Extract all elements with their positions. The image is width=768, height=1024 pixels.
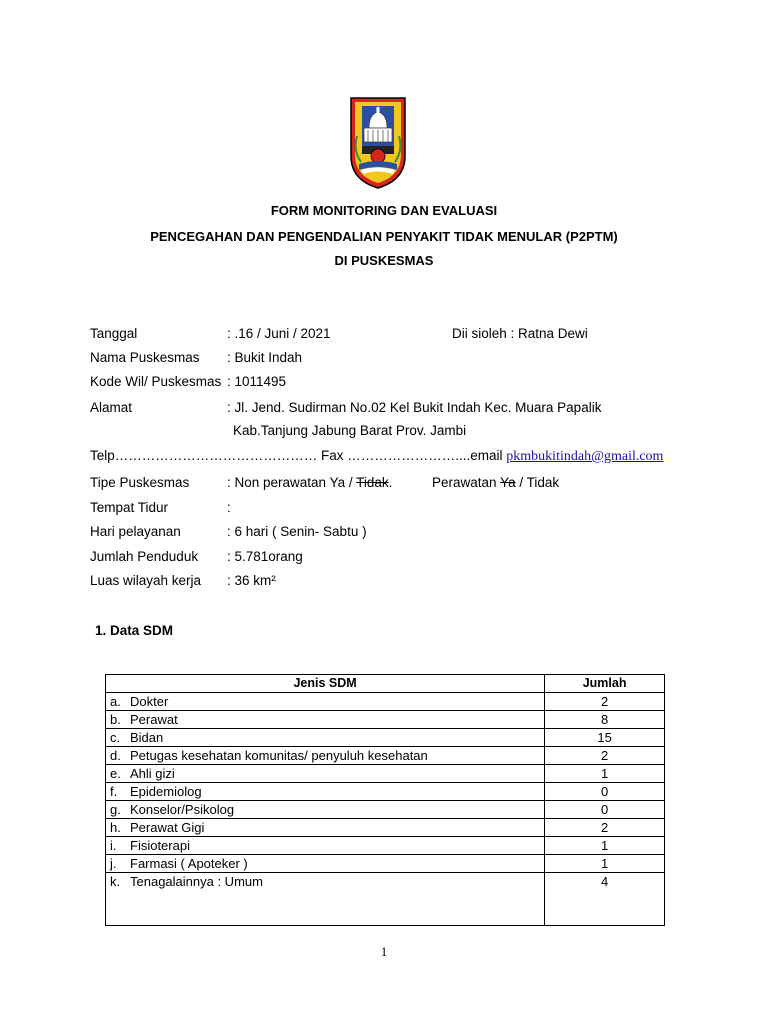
tipe-value-strike: Tidak xyxy=(356,475,389,490)
telp-fax-text: Telp……………………………………… Fax ……………………....email xyxy=(90,448,507,463)
table-row xyxy=(106,819,665,837)
row-name: Tenagalainnya : Umum xyxy=(130,874,263,889)
perawatan-post: / Tidak xyxy=(515,475,560,490)
kode-value: : 1011495 xyxy=(227,374,287,389)
row-jumlah: 2 xyxy=(545,747,665,765)
row-jumlah: 1 xyxy=(545,765,665,783)
hari-value: : 6 hari ( Senin- Sabtu ) xyxy=(227,524,367,539)
tempat-label: Tempat Tidur xyxy=(90,500,169,515)
table-row xyxy=(106,783,665,801)
row-jumlah: 2 xyxy=(545,693,665,711)
jambi-seal-logo xyxy=(347,96,409,190)
row-name: Perawat Gigi xyxy=(130,820,205,835)
row-name: Epidemiolog xyxy=(130,784,202,799)
table-row xyxy=(106,729,665,747)
row-jumlah: 0 xyxy=(545,783,665,801)
row-name: Perawat xyxy=(130,712,178,727)
row-name: Petugas kesehatan komunitas/ penyuluh kesehatan xyxy=(130,748,428,763)
diisi-oleh: Dii sioleh : Ratna Dewi xyxy=(452,326,588,341)
sdm-table xyxy=(105,674,665,926)
tanggal-label: Tanggal xyxy=(90,326,138,341)
table-row xyxy=(106,837,665,855)
row-name: Dokter xyxy=(130,694,169,709)
tipe-value xyxy=(227,475,392,490)
hari-label: Hari pelayanan xyxy=(90,524,181,539)
nama-label: Nama Puskesmas xyxy=(90,350,200,365)
page-number: 1 xyxy=(380,944,388,959)
kode-label: Kode Wil/ Puskesmas xyxy=(90,374,222,389)
row-letter: h. xyxy=(110,820,121,835)
row-name: Ahli gizi xyxy=(130,766,175,781)
table-row xyxy=(106,711,665,729)
tipe-label: Tipe Puskesmas xyxy=(90,475,190,490)
row-jumlah: 1 xyxy=(545,837,665,855)
row-jumlah: 8 xyxy=(545,711,665,729)
tipe-value-pre: : Non perawatan Ya / xyxy=(227,475,357,490)
form-location: DI PUSKESMAS xyxy=(334,253,434,268)
row-letter: d. xyxy=(110,748,121,763)
row-jumlah: 0 xyxy=(545,801,665,819)
row-letter: k. xyxy=(110,874,121,889)
table-row xyxy=(106,765,665,783)
table-row xyxy=(106,801,665,819)
email-link[interactable]: pkmbukitindah@gmail.com xyxy=(506,449,664,464)
row-jumlah: 15 xyxy=(545,729,665,747)
row-jumlah: 2 xyxy=(545,819,665,837)
row-letter: b. xyxy=(110,712,121,727)
perawatan-strike: Ya xyxy=(500,475,516,490)
nama-value: : Bukit Indah xyxy=(227,350,303,365)
row-name: Konselor/Psikolog xyxy=(130,802,235,817)
alamat-line2: Kab.Tanjung Jabung Barat Prov. Jambi xyxy=(233,423,467,438)
section-heading: 1. Data SDM xyxy=(95,623,174,638)
table-row xyxy=(106,873,665,926)
tanggal-value: : .16 / Juni / 2021 xyxy=(227,326,331,341)
row-letter: a. xyxy=(110,694,121,709)
alamat-line1: : Jl. Jend. Sudirman No.02 Kel Bukit Indah Kec. Muara Papalik xyxy=(227,400,602,415)
row-name: Fisioterapi xyxy=(130,838,190,853)
header-jumlah: Jumlah xyxy=(545,675,665,693)
table-row xyxy=(106,693,665,711)
row-letter: i. xyxy=(110,838,117,853)
luas-value: : 36 km² xyxy=(227,573,276,588)
form-subtitle: PENCEGAHAN DAN PENGENDALIAN PENYAKIT TIDAK MENULAR (P2PTM) xyxy=(150,229,618,244)
tipe-value-post: . xyxy=(388,475,393,490)
header-jenis: Jenis SDM xyxy=(106,675,545,693)
table-row xyxy=(106,855,665,873)
row-name: Bidan xyxy=(130,730,164,745)
row-letter: g. xyxy=(110,802,121,817)
tempat-value: : xyxy=(227,500,231,515)
table-row xyxy=(106,747,665,765)
jumlah-label: Jumlah Penduduk xyxy=(90,549,199,564)
perawatan-value xyxy=(432,475,559,490)
row-letter: j. xyxy=(110,856,117,871)
row-jumlah: 1 xyxy=(545,855,665,873)
perawatan-pre: Perawatan xyxy=(432,475,501,490)
jumlah-value: : 5.781orang xyxy=(227,549,303,564)
row-name: Farmasi ( Apoteker ) xyxy=(130,856,248,871)
alamat-label: Alamat xyxy=(90,400,133,415)
row-jumlah: 4 xyxy=(545,873,665,926)
row-letter: c. xyxy=(110,730,121,745)
table-header-row xyxy=(106,675,665,693)
row-letter: f. xyxy=(110,784,118,799)
form-title: FORM MONITORING DAN EVALUASI xyxy=(270,203,498,218)
row-telp xyxy=(90,448,663,465)
row-letter: e. xyxy=(110,766,121,781)
luas-label: Luas wilayah kerja xyxy=(90,573,202,588)
